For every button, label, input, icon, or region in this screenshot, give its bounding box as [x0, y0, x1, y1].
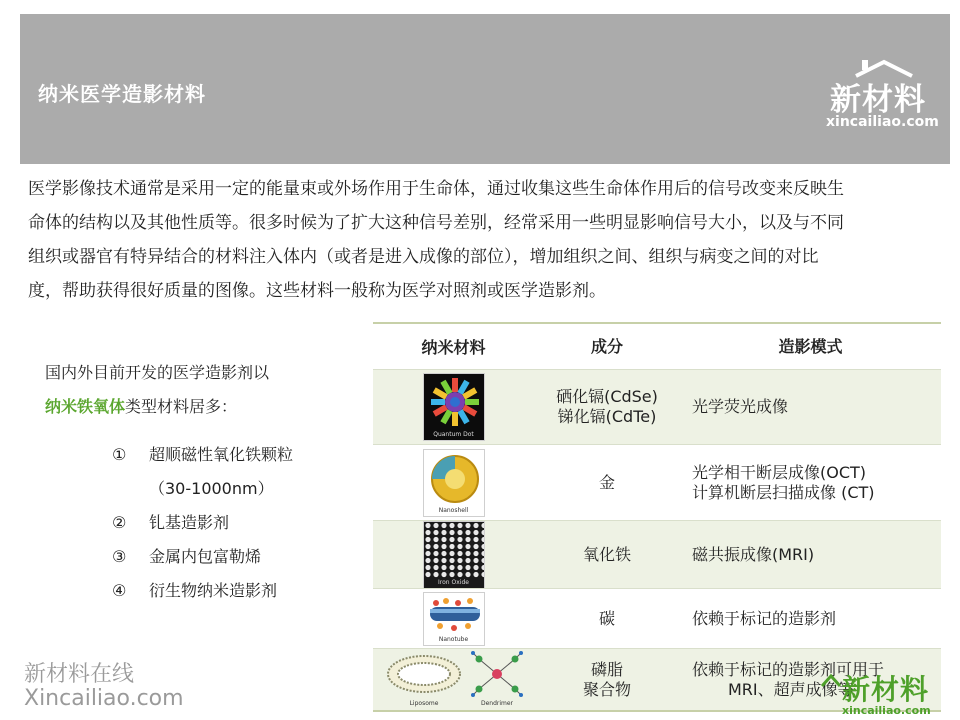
iron-oxide-image: [423, 521, 485, 589]
dendrimer-image: [469, 651, 525, 709]
composition-cell: [534, 589, 680, 648]
image-caption: Nanoshell: [438, 506, 469, 514]
mode-line: 磁共振成像(MRI): [692, 544, 815, 564]
material-cell: [373, 589, 534, 648]
list-item: [112, 574, 293, 608]
intro-line: 医学影像技术通常是采用一定的能量束或外场作用于生命体，通过收集这些生命体作用后的信号改变来反映生: [28, 179, 844, 199]
dendrimer-icon: [469, 651, 525, 697]
composition-cell: [534, 521, 680, 588]
nanoshell-image: [423, 449, 485, 517]
intro-line: 度，帮助获得很好质量的图像。这些材料一般称为医学对照剂或医学造影剂。: [28, 281, 606, 301]
mode-line: 依赖于标记的造影剂可用于: [692, 659, 885, 679]
list-item: [112, 506, 293, 540]
image-caption: Quantum Dot: [433, 431, 474, 438]
watermark-en: Xincailiao.com: [24, 686, 184, 711]
column-header-composition: 成分: [590, 336, 623, 356]
column-header-material: 纳米材料: [421, 338, 486, 357]
table-header-row: [373, 322, 941, 369]
mode-cell: [680, 445, 941, 520]
image-caption: Dendrimer: [480, 699, 514, 707]
nanotube-icon: [424, 593, 485, 637]
house-roof-icon: [820, 672, 842, 702]
table-row: [373, 444, 941, 520]
composition-cell: [534, 649, 680, 710]
list-number: ②: [112, 513, 127, 532]
column-header-mode: 造影模式: [778, 336, 843, 356]
header-banner: [20, 14, 950, 164]
intro-line: 命体的结构以及其他性质等。很多时候为了扩大这种信号差别，经常采用一些明显影响信号大小，以及与不同: [28, 213, 844, 233]
mode-line: 计算机断层扫描成像 (CT): [692, 482, 875, 502]
image-caption: Iron Oxide: [438, 578, 469, 586]
liposome-image: [385, 651, 463, 709]
list-number: ①: [112, 445, 127, 464]
composition-line: 锑化镉(CdTe): [557, 407, 657, 426]
logo-text-cn: 新材料: [830, 82, 926, 118]
intro-paragraph: [28, 172, 933, 308]
nanotube-image: [423, 592, 485, 646]
contrast-agent-list: [112, 438, 293, 608]
list-item-continuation: （30-1000nm）: [149, 479, 274, 498]
image-caption: Nanotube: [438, 635, 469, 643]
left-note: [45, 356, 269, 424]
composition-cell: [534, 445, 680, 520]
composition-line: 磷脂: [590, 659, 623, 679]
list-item: [112, 540, 293, 574]
nanoshell-icon: [424, 450, 485, 506]
material-cell: [373, 445, 534, 520]
table-row: [373, 369, 941, 444]
liposome-icon: [385, 651, 463, 697]
intro-line: 组织或器官有特异结合的材料注入体内（或者是进入成像的部位），增加组织之间、组织与病变之间的对比: [28, 247, 819, 267]
corner-brand-logo: [820, 668, 954, 718]
composition-line: 硒化镉(CdSe): [556, 387, 658, 406]
material-cell: [373, 370, 534, 444]
quantum-dot-image: [423, 373, 485, 441]
list-text: 金属内包富勒烯: [149, 547, 262, 566]
iron-oxide-lattice-icon: [424, 522, 485, 578]
corner-logo-en: xincailiao.com: [842, 704, 931, 717]
list-text: 超顺磁性氧化铁颗粒: [149, 445, 294, 464]
left-note-line: 国内外目前开发的医学造影剂以: [45, 363, 270, 382]
list-number: ③: [112, 547, 127, 566]
brand-logo: [826, 58, 946, 138]
mode-line: 光学相干断层成像(OCT): [692, 462, 867, 482]
page-title: 纳米医学造影材料: [38, 82, 206, 106]
mode-line: MRI、超声成像等: [728, 679, 854, 699]
corner-logo-cn: 新材料: [842, 673, 930, 706]
logo-text-en: xincailiao.com: [826, 114, 939, 130]
list-number: ④: [112, 581, 127, 600]
highlight-text: 纳米铁氧体: [45, 397, 126, 416]
material-cell: [373, 649, 534, 710]
list-text: 衍生物纳米造影剂: [149, 581, 278, 600]
mode-cell: [680, 370, 941, 444]
nano-material-table: [373, 322, 941, 712]
mode-line: 光学荧光成像: [692, 397, 789, 416]
watermark-cn: 新材料在线: [24, 662, 135, 687]
mode-cell: [680, 521, 941, 588]
composition-line: 碳: [598, 608, 615, 628]
composition-line: 金: [598, 472, 615, 492]
composition-cell: [534, 370, 680, 444]
composition-line: 聚合物: [582, 679, 631, 699]
composition-line: 氧化铁: [582, 544, 631, 564]
left-note-line: [45, 390, 269, 424]
mode-line: 依赖于标记的造影剂: [692, 608, 837, 628]
table-row: [373, 520, 941, 588]
table-row: [373, 588, 941, 648]
list-text: 钆基造影剂: [149, 513, 230, 532]
left-note-rest: 类型材料居多：: [125, 397, 238, 416]
image-caption: Liposome: [409, 699, 439, 707]
material-cell: [373, 521, 534, 588]
list-item: [112, 438, 293, 472]
quantum-dot-icon: [424, 374, 485, 430]
mode-cell: [680, 589, 941, 648]
